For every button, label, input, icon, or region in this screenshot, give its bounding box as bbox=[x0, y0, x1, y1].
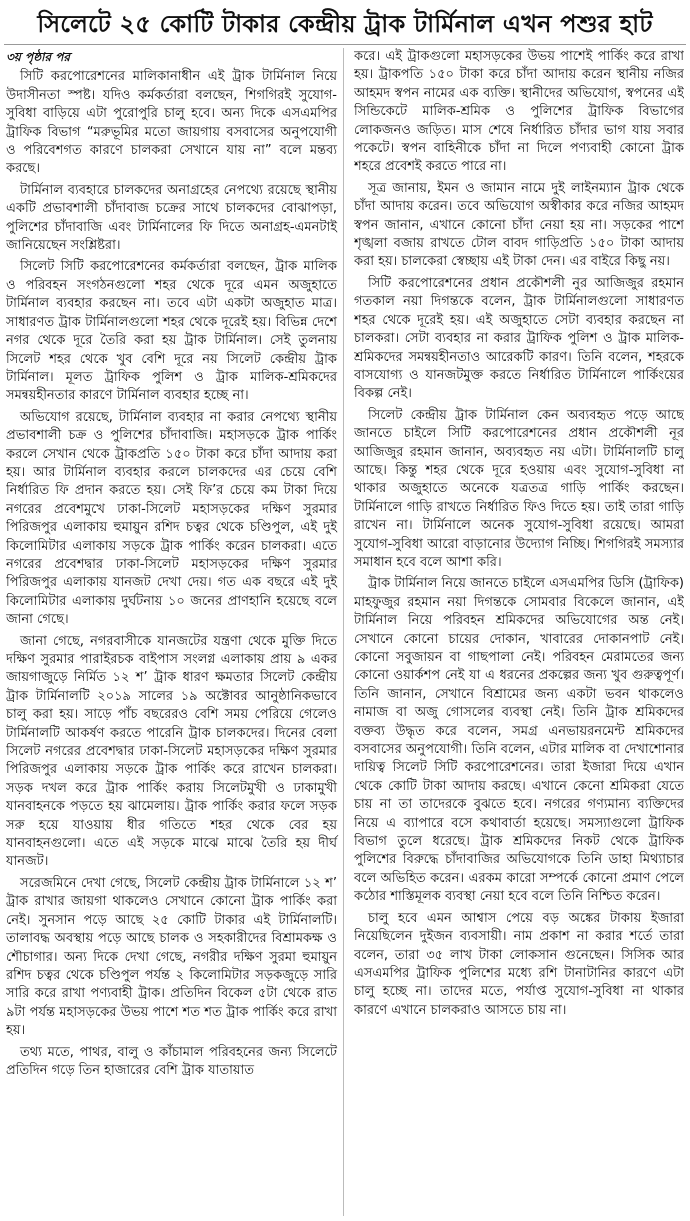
article-headline: সিলেটে ২৫ কোটি টাকার কেন্দ্রীয় ট্রাক টার্মিনাল এখন পশুর হাট bbox=[37, 10, 653, 38]
continuation-label: ৩য় পৃষ্ঠার পর bbox=[6, 50, 71, 64]
paragraph: সিলেট সিটি করপোরেশনের কর্মকর্তারা বলছেন, ট্রাক মালিক ও পরিবহন সংগঠনগুলো শহর থেকে দূরে এমন অজুহাতে টার্মিনাল ব্যবহার করছেন না। তবে এটা একটা অজুহাত মাত্র। সাধারণত ট্রাক টার্মিনালগুলো শহর থেকে দূরেই হয়। বিভিন্ন দেশে নগর থেকে দূরে তৈরি করা হয় ট্রাক টার্মিনাল। সেই তুলনায় সিলেট শহর থেকে খুব বেশি দূরে নয় সিলেট কেন্দ্রীয় ট্রাক টার্মিনাল। মূলত ট্রাফিক পুলিশ ও ট্রাক মালিক-শ্রমিকদের সমন্বয়হীনতার কারণে টার্মিনাল ব্যবহার হচ্ছে না। bbox=[6, 259, 337, 404]
paragraph: করে। এই ট্রাকগুলো মহাসড়কের উভয় পাশেই পার্কিং করে রাখা হয়। ট্রাকপতি ১৫০ টাকা করে চাঁদা আদায় করেন স্থানীয় নজির আহমদ স্বপন নামের এক ব্যক্তি। স্থানীদের অভিযোগ, স্বপনের এই সিন্ডিকেটে মালিক-শ্রমিক ও পুলিশের ট্রাফিক বিভাগের লোকজনও জড়িত। মাস শেষে নির্ধারিত চাঁদার ভাগ যায় সবার পকেটে। স্বপন বাহিনীকে চাঁদা না দিলে পণ্যবাহী কোনো ট্রাক শহরে প্রবেশই করতে পারে না। bbox=[354, 49, 684, 175]
paragraph: জানা গেছে, নগরবাসীকে যানজটের যন্ত্রণা থেকে মুক্তি দিতে দক্ষিণ সুরমার পারাইরচক বাইপাস সংলগ্ন এলাকায় প্রায় ৯ একর জায়গাজুড়ে নির্মিত ১২ শ’ ট্রাক ধারণ ক্ষমতার সিলেট কেন্দ্রীয় ট্রাক টার্মিনালটি ২০১৯ সালের ১৯ অক্টোবর আনুষ্ঠানিকভাবে চালু করা হয়। সাড়ে পাঁচ বছরেরও বেশি সময় পেরিয়ে গেলেও টার্মিনালটি আকর্ষণ করতে পারেনি ট্রাক চালকদের। দিনের বেলা সিলেট নগরের প্রবেশদ্বার ঢাকা-সিলেট মহাসড়কের দক্ষিণ সুরমার পিরিজপুর এলাকায় সড়কে ট্রাক পার্কিং করে রাখেন চালকরা। সড়ক দখল করে ট্রাক পার্কিং করায় সিলেটমুখী ও ঢাকামুখী যানবাহনকে পড়তে হয় ঝামেলায়। ট্রাক পার্কিং করার ফলে সড়ক সরু হয়ে যাওয়ায় ধীর গতিতে শহর থেকে বের হয় যানবাহনগুলো। এতে এই সড়কে মাঝে মাঝে তৈরি হয় দীর্ঘ যানজট। bbox=[6, 633, 337, 870]
paragraph: সিলেট কেন্দ্রীয় ট্রাক টার্মিনাল কেন অব্যবহৃত পড়ে আছে জানতে চাইলে সিটি করপোরেশনের প্রধান প্রকৌশলী নূর আজিজুর রহমান জানান, অব্যবহৃত নয় এটা। টার্মিনালটি চালু আছে। কিন্তু শহর থেকে দূরে হওয়ায় এবং সুযোগ-সুবিধা না থাকার অজুহাতে অনেকে যত্রতত্র গাড়ি পার্কিং করছেন। টার্মিনালে গাড়ি রাখতে নির্ধারিত ফিও দিতে হয়। তাই তারা গাড়ি রাখেন না। টার্মিনালে অনেক সুযোগ-সুবিধা রয়েছে। আমরা সুযোগ-সুবিধা আরো বাড়ানোর উদ্যোগ নিচ্ছি। শিগগিরই সমস্যার সমাধান হবে বলে আশা করি। bbox=[354, 407, 684, 570]
paragraph: সিটি করপোরেশনের মালিকানাধীন এই ট্রাক টার্মিনাল নিয়ে উদাসীনতা স্পষ্ট। যদিও কর্মকর্তারা বলছেন, শিগগিরই সুযোগ-সুবিধা বাড়িয়ে এটা পুরোপুরি চালু হবে। অন্য দিকে এসএমপির ট্রাফিক বিভাগ “মরুভূমির মতো জায়গায় বসবাসের অনুপযোগী ও পরিবেশগত কারণে চালকরা সেখানে যায় না” বলে মন্তব্য করছে। bbox=[6, 69, 337, 177]
paragraph: সিটি করপোরেশনের প্রধান প্রকৌশলী নুর আজিজুর রহমান গতকাল নয়া দিগন্তকে বলেন, ট্রাক টার্মিনালগুলো সাধারণত শহর থেকে দূরেই হয়। এই অজুহাতে সেটা ব্যবহার করছেন না চালকরা। সেটা ব্যবহার না করার ট্রাফিক পুলিশ ও ট্রাক মালিক-শ্রমিকদের সমন্বয়হীনতাও আরেকটি কারণ। তিনি বলেন, শহরকে বাসযোগ্য ও যানজটমুক্ত করতে নির্ধারিত টার্মিনালে পার্কিংয়ের বিকল্প নেই। bbox=[354, 275, 684, 402]
paragraph: ট্রাক টার্মিনাল নিয়ে জানতে চাইলে এসএমপির ডিসি (ট্রাফিক) মাহফুজুর রহমান নয়া দিগন্তকে সোমবার বিকেলে জানান, এই টার্মিনাল নিয়ে পরিবহন শ্রমিকদের অভিযোগের অন্ত নেই। সেখানে কোনো চায়ের দোকান, খাবারের দোকানপাট নেই। কোনো সবুজায়ন বা গাছপালা নেই। পরিবহন মেরামতের জন্য কোনো ওয়ার্কশপ নেই যা এ ধরনের প্রকল্পের জন্য খুব গুরুত্বপূর্ণ। তিনি জানান, সেখানে বিশ্রামের জন্য একটা ভবন থাকলেও নামাজ বা অজু গোসলের ব্যবস্থা নেই। তিনি ট্রাক শ্রমিকদের বক্তব্য উদ্ধৃত করে বলেন, সমগ্র এনভায়রনমেন্ট শ্রমিকদের বসবাসের অনুপযোগী। তিনি বলেন, এটার মালিক বা দেখাশোনার দায়িত্ব সিলেট সিটি করপোরেশনের। তারা ইজারা দিয়ে এখান থেকে কোটি টাকা আদায় করছে। এখানে কেনো শ্রমিকরা যেতে চায় না তা তাদেরকে বুঝতে হবে। নগরের গণ্যমান্য ব্যক্তিদের নিয়ে এ ব্যাপারে বসে কথাবার্তা হয়েছে। সমস্যাগুলো ট্রাফিক বিভাগ তুলে ধরেছে। ট্রাক শ্রমিকদের নিকট থেকে ট্রাফিক পুলিশের বিরুদ্ধে চাঁদাবাজির অভিযোগকে তিনি ডাহা মিথ্যাচার বলে অভিহিত করেন। এরকম কারো সম্পর্কে কোনো প্রমাণ পেলে কঠোর শাস্তিমূলক ব্যবস্থা নেয়া হবে বলে তিনি নিশ্চিত করেন। bbox=[354, 576, 684, 905]
right-column bbox=[354, 48, 684, 1216]
paragraph: তথ্য মতে, পাথর, বালু ও কাঁচামাল পরিবহনের জন্য সিলেটে প্রতিদিন গড়ে তিন হাজারের বেশি ট্রাক যাতায়াত bbox=[6, 1044, 337, 1078]
paragraph: সরেজমিনে দেখা গেছে, সিলেট কেন্দ্রীয় ট্রাক টার্মিনালে ১২ শ’ ট্রাক রাখার জায়গা থাকলেও সেখানে কোনো ট্রাক পার্কিং করা নেই। সুনসান পড়ে আছে ২৫ কোটি টাকার এই টার্মিনালটি। তালাবদ্ধ অবস্থায় পড়ে আছে চালক ও সহকারীদের বিশ্রামকক্ষ ও শৌচাগার। অন্য দিকে দেখা গেছে, নগরীর দক্ষিণ সুরমা হুমায়ুন রশিদ চত্বর থেকে চণ্ডিপুল পর্যন্ত ২ কিলোমিটার সড়কজুড়ে সারি সারি করে রাখা পণ্যবাহী ট্রাক। প্রতিদিন বিকেল ৫টা থেকে রাত ৯টা পর্যন্ত মহাসড়কের উভয় পাশে শত শত ট্রাক পার্কিং করে রাখা হয়। bbox=[6, 875, 337, 1039]
headline-bar bbox=[4, 4, 686, 45]
left-column bbox=[6, 48, 344, 1216]
article-columns bbox=[6, 48, 684, 1216]
paragraph: চালু হবে এমন আশ্বাস পেয়ে বড় অঙ্কের টাকায় ইজারা নিয়েছিলেন দুইজন ব্যবসায়ী। নাম প্রকাশ না করার শর্তে তারা বলেন, তারা ৩৫ লাখ টাকা লোকসান গুনেছেন। সিসিক আর এসএমপির ট্রাফিক পুলিশের মধ্যে রশি টানাটানির কারণে এটা চালু হচ্ছে না। তাদের মতে, পর্যাপ্ত সুযোগ-সুবিধা না থাকার কারণে এখানে চালকরাও আসতে চায় না। bbox=[354, 910, 684, 1018]
paragraph: অভিযোগ রয়েছে, টার্মিনাল ব্যবহার না করার নেপথ্যে স্থানীয় প্রভাবশালী চক্র ও পুলিশের চাঁদাবাজি। মহাসড়কে ট্রাক পার্কিং করলে সেখান থেকে ট্রাকপ্রতি ১৫০ টাকা করে চাঁদা আদায় করা হয়। আর টার্মিনাল ব্যবহার করলে চালকদের এর চেয়ে বেশি নির্ধারিত ফি প্রদান করতে হয়। সেই ফি’র চেয়ে কম টাকা দিয়ে নগরের প্রবেশমুখে ঢাকা-সিলেট মহাসড়কের দক্ষিণ সুরমার পিরিজপুর এলাকায় হুমায়ুন রশিদ চত্বর থেকে চণ্ডিপুল, এই দুই কিলোমিটার এলাকায় সড়কে ট্রাক পার্কিং করেন চালকরা। এতে নগরের প্রবেশদ্বার ঢাকা-সিলেট মহাসড়কের দক্ষিণ সুরমার পিরিজপুর এলাকায় যানজট দেখা দেয়। গত এক বছরে এই দুই কিলোমিটার এলাকায় দুর্ঘটনায় ১০ জনের প্রাণহানি হয়েছে বলে জানা গেছে। bbox=[6, 409, 337, 628]
paragraph: টার্মিনাল ব্যবহারে চালকদের অনাগ্রহের নেপথ্যে রয়েছে স্থানীয় একটি প্রভাবশালী চাঁদাবাজ চক্রের সাথে চালকদের বোঝাপড়া, পুলিশের চাঁদাবাজি এবং টার্মিনালের ফি দিতে অনাগ্রহ-এমনটাই জানিয়েছেন সংশ্লিষ্টরা। bbox=[6, 182, 337, 254]
paragraph: সূত্র জানায়, ইমন ও জামান নামে দুই লাইনম্যান ট্রাক থেকে চাঁদা আদায় করেন। তবে অভিযোগ অস্বীকার করে নজির আহমদ স্বপন জানান, এখানে কোনো চাঁদা নেয়া হয় না। সড়কের পাশে শৃঙ্খলা বজায় রাখতে টোল বাবদ গাড়িপ্রতি ১৫০ টাকা আদায় করা হয়। চালকেরা স্বেচ্ছায় এই টাকা দেন। এর বাইরে কিছু নয়। bbox=[354, 180, 684, 270]
